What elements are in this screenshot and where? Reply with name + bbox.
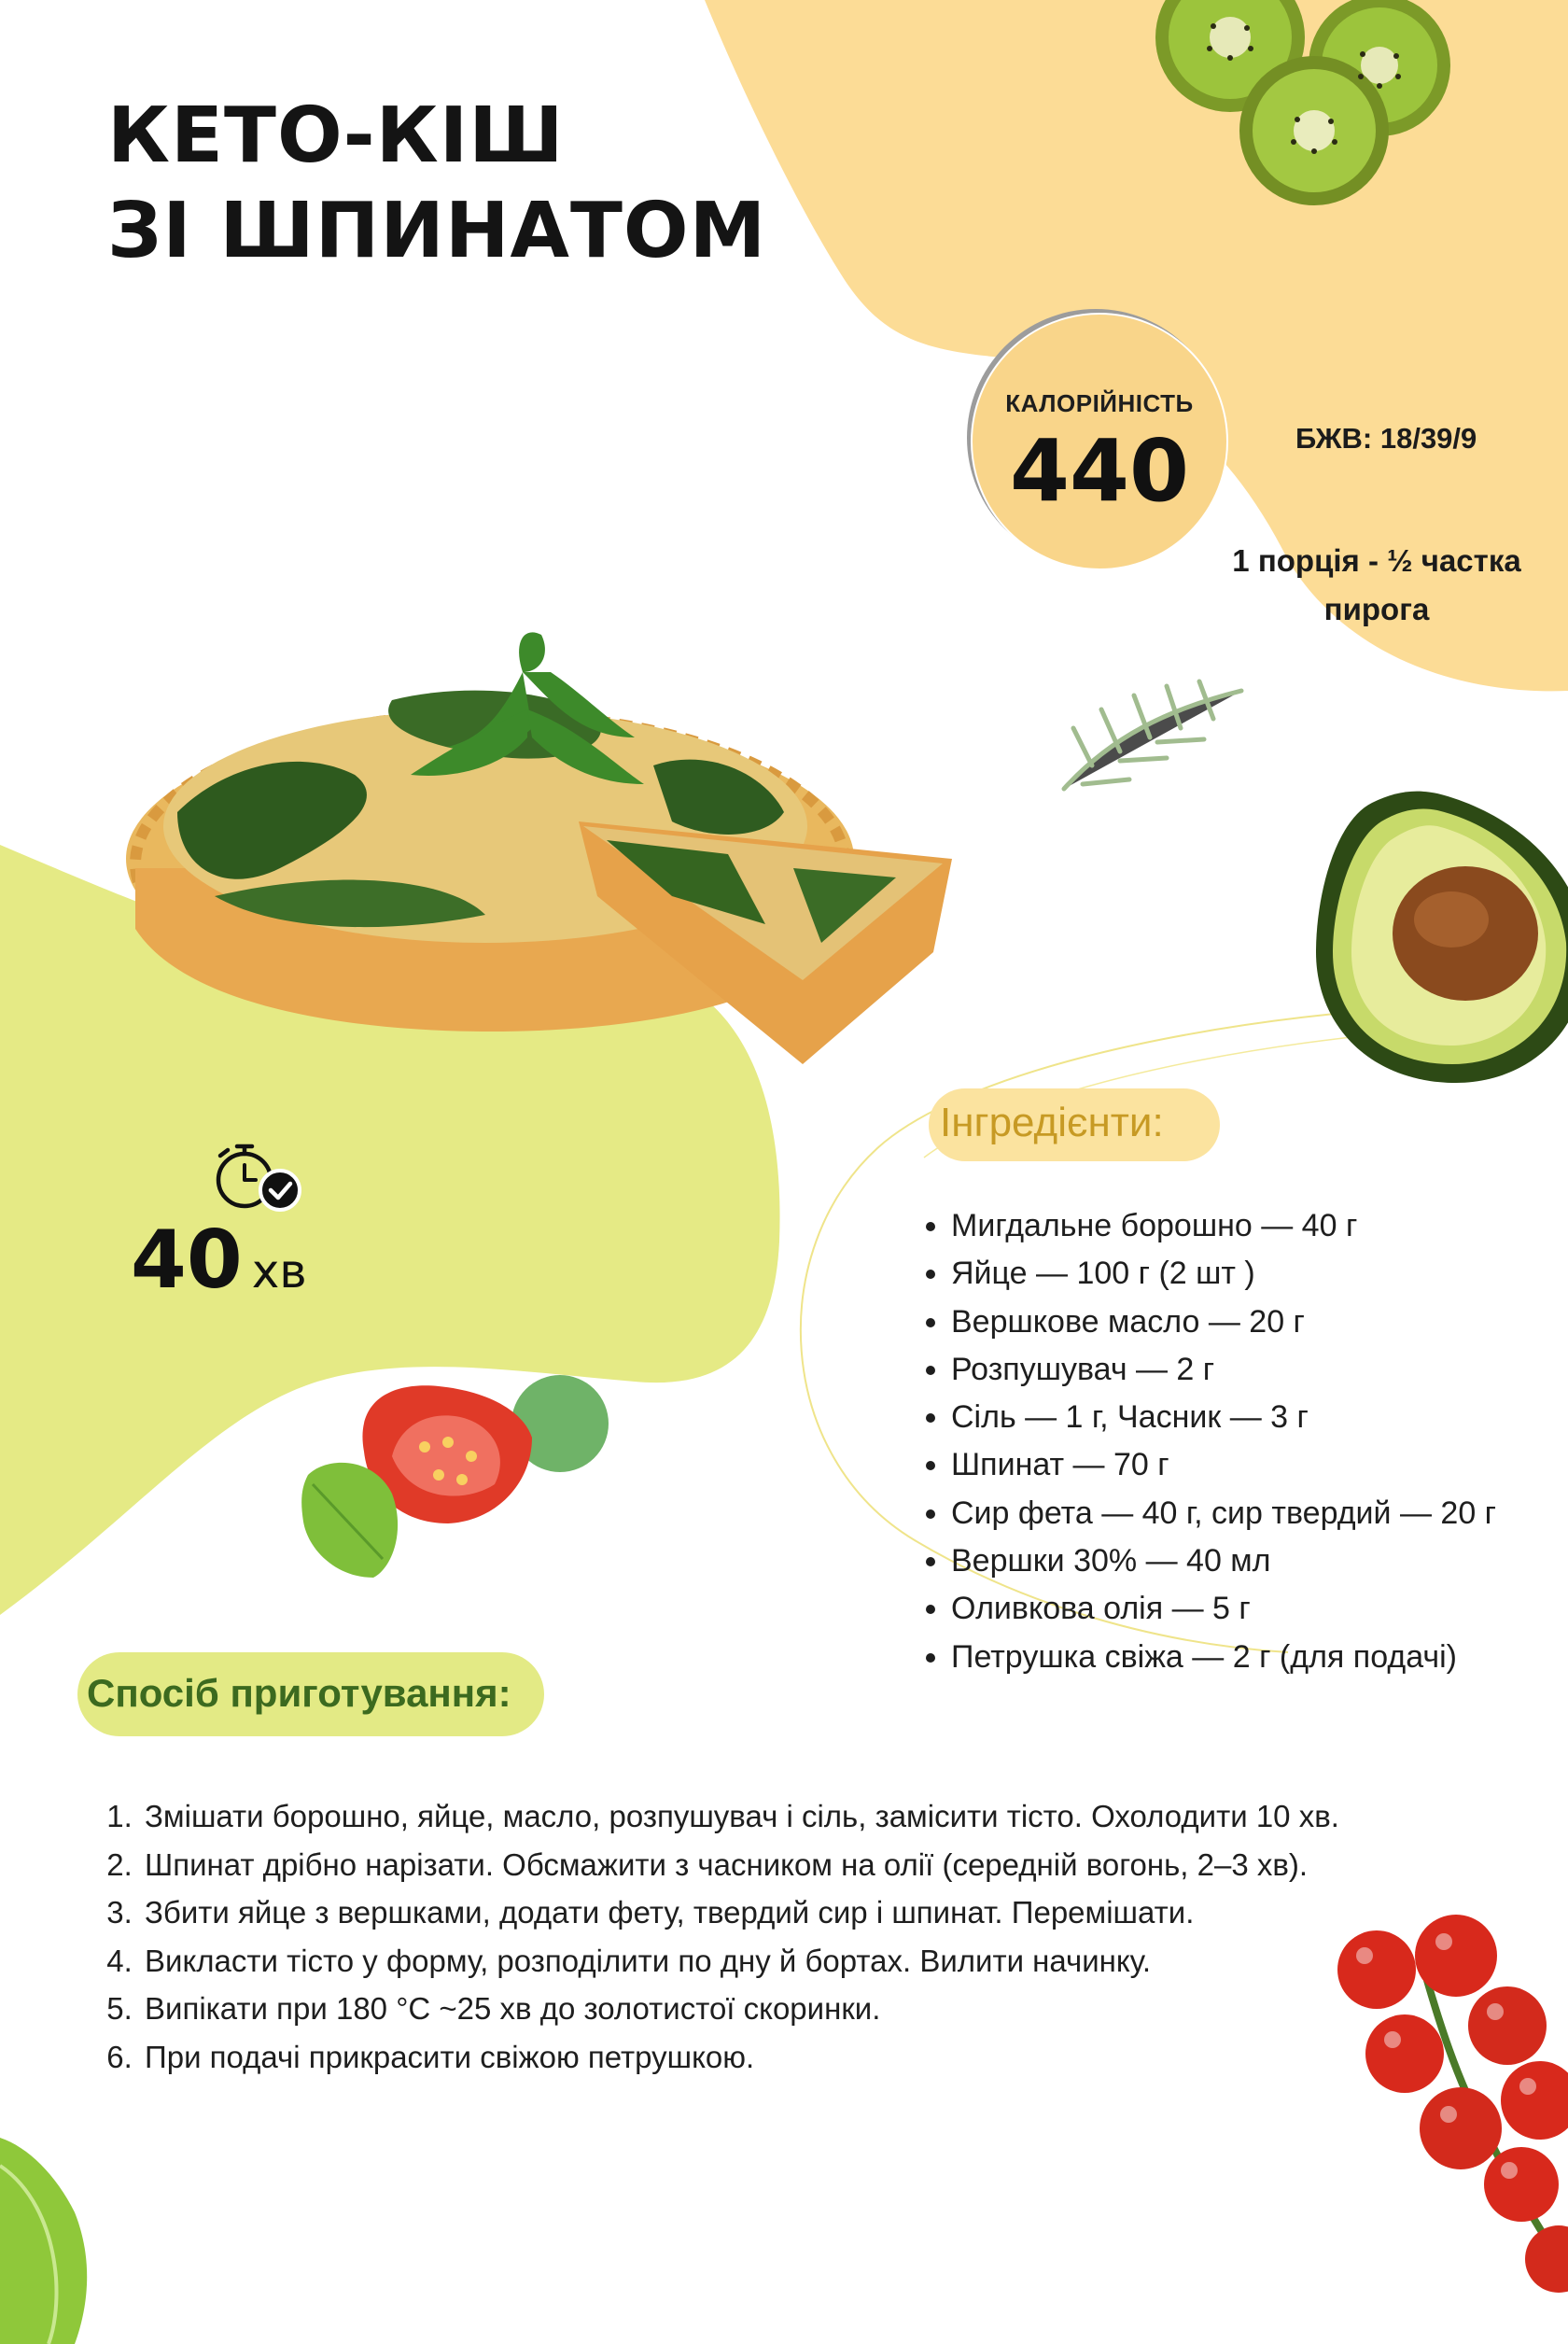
list-item: • Сир фета — 40 г, сир твердий — 20 г xyxy=(951,1490,1496,1537)
avocado-half xyxy=(1316,792,1568,1083)
recipe-title-line-1: КЕТО-КІШ xyxy=(107,91,565,180)
tomato-basil xyxy=(301,1375,609,1578)
portion-text xyxy=(1204,537,1549,634)
list-item: • Вершки 30% — 40 мл xyxy=(951,1537,1496,1585)
list-item: 5. Випікати при 180 °C ~25 хв до золотистої скоринки. xyxy=(141,1985,1339,2033)
portion-line-2: пирога xyxy=(1323,592,1430,626)
portion-line-1: 1 порція - ½ частка xyxy=(1232,543,1521,578)
list-item: • Петрушка свіжа — 2 г (для подачі) xyxy=(951,1634,1496,1681)
list-item: 4. Викласти тісто у форму, розподілити по дну й бортах. Вилити начинку. xyxy=(141,1937,1339,1986)
list-item: • Шпинат — 70 г xyxy=(951,1441,1496,1489)
recipe-title xyxy=(107,89,766,279)
cooking-time-unit: хв xyxy=(251,1244,307,1298)
list-item: • Мигдальне борошно — 40 г xyxy=(951,1202,1496,1250)
list-item: 1. Змішати борошно, яйце, масло, розпушувач і сіль, замісити тісто. Охолодити 10 хв. xyxy=(141,1792,1339,1841)
rosemary-sprig xyxy=(1064,681,1241,789)
recipe-title-line-2: ЗІ ШПИНАТОМ xyxy=(107,187,767,275)
cherry-tomatoes xyxy=(1337,1915,1568,2293)
ingredients-heading-pill xyxy=(929,1088,1220,1161)
method-heading: Спосіб приготування: xyxy=(87,1671,511,1715)
list-item: • Розпушувач — 2 г xyxy=(951,1346,1496,1394)
list-item: • Вершкове масло — 20 г xyxy=(951,1298,1496,1346)
lettuce-leaf xyxy=(0,2138,87,2344)
stopwatch-check-icon xyxy=(213,1137,304,1212)
ingredients-list xyxy=(919,1202,1496,1681)
spinach-quiche xyxy=(126,632,952,1064)
ingredients-heading: Інгредієнти: xyxy=(940,1100,1164,1145)
method-heading-pill xyxy=(77,1652,544,1736)
list-item: 6. При подачі прикрасити свіжою петрушкою. xyxy=(141,2033,1339,2082)
list-item: 3. Збити яйце з вершками, додати фету, твердий сир і шпинат. Перемішати. xyxy=(141,1888,1339,1937)
list-item: • Сіль — 1 г, Часник — 3 г xyxy=(951,1394,1496,1441)
cooking-time-value: 40 xyxy=(131,1214,243,1307)
macros-text: БЖВ: 18/39/9 xyxy=(1295,422,1477,455)
list-item: 2. Шпинат дрібно нарізати. Обсмажити з часником на олії (середній вогонь, 2–3 хв). xyxy=(141,1841,1339,1889)
cooking-time xyxy=(131,1214,307,1307)
list-item: • Яйце — 100 г (2 шт ) xyxy=(951,1250,1496,1298)
list-item: • Оливкова олія — 5 г xyxy=(951,1585,1496,1633)
calories-badge xyxy=(971,313,1228,570)
calories-label: КАЛОРІЙНІСТЬ xyxy=(1005,389,1194,417)
calories-value: 440 xyxy=(1009,421,1190,521)
method-steps xyxy=(107,1792,1339,2081)
